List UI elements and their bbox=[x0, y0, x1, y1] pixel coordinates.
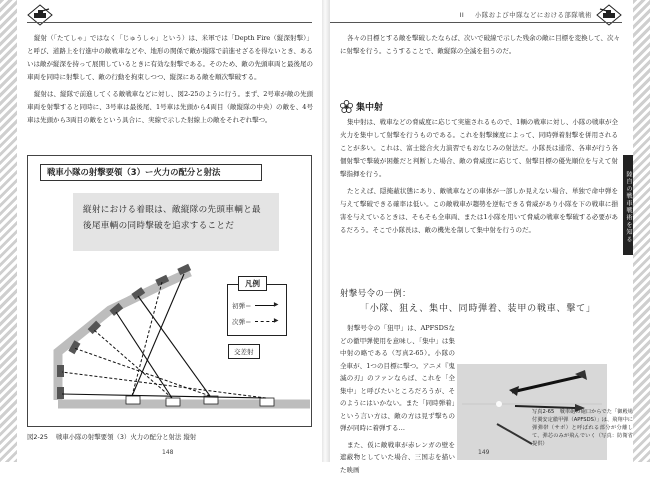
figure-callout: 縦射における着眼は、敵縦隊の先頭車輌と最後尾車輌の同時撃破を追求することだ bbox=[73, 193, 279, 251]
legend bbox=[227, 279, 287, 336]
left-page bbox=[17, 0, 322, 462]
section-heading bbox=[340, 100, 383, 113]
right-edge-pattern bbox=[633, 0, 650, 462]
section-title: 集中射 bbox=[356, 103, 384, 113]
right-intro bbox=[340, 32, 620, 62]
enemy-tank-icon bbox=[57, 365, 64, 377]
spine-gutter bbox=[322, 0, 330, 462]
left-body bbox=[27, 32, 313, 131]
left-edge-pattern bbox=[0, 0, 17, 462]
friendly-tank-icon bbox=[126, 396, 140, 404]
legend-next-round bbox=[232, 317, 279, 326]
paragraph: また、仮に敵戦車が赤レンガの壁を遮蔽物としていた場合、三国志を描いた映画 bbox=[340, 440, 455, 474]
chapter-number: II bbox=[459, 11, 465, 19]
road-path bbox=[58, 272, 190, 400]
figure-2-25 bbox=[27, 155, 312, 427]
enemy-tank-icon bbox=[57, 387, 64, 399]
right-page bbox=[330, 0, 633, 474]
paragraph: 集中射は、戦車などの脅威度に応じて実施されるもので、1輌の戦車に対し、小隊の戦車が全火力を集中して射撃を行うものである。これを射撃練度によって、同時弾着射撃を併用されることが多い。これは、富士総合火力演習でもおなじみの射法だ。小隊長は通常、各車が行う各個射撃で撃破が困難だと判断した場合、敵の脅威度に応じて、射撃目標の優先順位を与えて射撃指揮を行う。 bbox=[340, 118, 618, 178]
header-rule bbox=[330, 22, 622, 23]
solid-arrow-icon: ▶ bbox=[255, 305, 275, 306]
right-header bbox=[330, 4, 622, 28]
chapter-side-tab: 陸自の戦車戦術を知る bbox=[623, 155, 633, 255]
legend-first-label: 初弾＝ bbox=[232, 302, 252, 310]
paragraph: 縦射は、縦隊で前進してくる敵戦車などに対し、図2-25のように行う。まず、2号車が敵の先頭車両を射撃すると同時に、3号車は最後尾、1号車は先頭から4両目（敵縦隊の中央）の敵を、4号車は先頭から3両目の敵をという具合に、実線で示した射線上の敵をそれぞれ撃つ。 bbox=[27, 90, 313, 124]
fire-distribution-diagram bbox=[28, 252, 311, 426]
paragraph: 縦射（「たてしゃ」ではなく「じゅうしゃ」という）は、米軍では「Depth Fire（縦深射撃）」と呼び、道路上を行進中の敵戦車などや、地形の関係で敵が縦隊で前進せざるを得ないとき、あるいは敵が縦深を持って展開しているときに有効な射撃である。そのため、敵の先頭車両と最後尾の車両を同時に射撃して、敵の行動を拘束しつつ、縦深にある敵を順次撃破する。 bbox=[27, 34, 313, 81]
fire-command-heading: 射撃号令の一例： bbox=[340, 288, 411, 298]
figure-title: 戦車小隊の射撃要領（3）ー火力の配分と射法 bbox=[40, 164, 262, 181]
legend-first-round bbox=[232, 301, 279, 310]
paragraph: 各々の目標とする敵を撃破したならば、次いで破線で示した残余の敵に目標を変換して、次々に射撃を行う。こうすることで、敵縦隊の全滅を狙うのだ。 bbox=[340, 34, 620, 55]
right-body-2 bbox=[340, 322, 455, 480]
fire-command-example: 「小隊、狙え、集中、同時弾着、装甲の戦車、撃て」 bbox=[360, 304, 596, 314]
page-number: 148 bbox=[162, 449, 174, 456]
dashed-arrow-icon: ▶ bbox=[255, 321, 275, 322]
legend-title: 凡例 bbox=[238, 276, 267, 291]
cross-fire-label: 交差射 bbox=[228, 344, 260, 359]
figure-caption bbox=[27, 432, 196, 441]
chapter-label bbox=[460, 10, 592, 19]
header-rule bbox=[27, 22, 312, 23]
paragraph: 射撃号令の「狙甲」は、APFSDSなどの徹甲弾使用を意味し、「集中」は集中射の略である（写真2-65）。小隊の全車が、1つの目標に撃つ。アニメ『鬼滅の刃』のファンならば、これを「全集中」と呼びたいところだろうが、そのようにはいかない。また「同時弾着」という言い方は、敵の方は見ず撃ちの弾が同時に着弾する… bbox=[340, 324, 455, 432]
legend-next-label: 次弾＝ bbox=[232, 318, 252, 326]
figure-number: 図2-25 bbox=[27, 433, 48, 441]
cherry-blossom-icon bbox=[340, 100, 353, 113]
photo-caption: 写真2-65 戦車砲の砲口からでた「御殿場付翼安定徹甲弾（APFSDS）」は、飛翔中に弾弾帯（サボ）と呼ばれる部分が分離して、弾芯のみが飛んでいく（写真：防衛省提供） bbox=[532, 409, 633, 447]
page-number: 149 bbox=[478, 449, 490, 456]
right-body bbox=[340, 116, 618, 241]
chapter-title: 小隊および中隊などにおける部隊戦術 bbox=[474, 11, 592, 19]
left-header bbox=[27, 4, 312, 28]
paragraph: たとえば、隠掩蔽状態にあり、敵戦車などの車体が一部しか見えない場合、単独で命中弾を与えて撃破できる確率は低い。この敵戦車が趨勢を逆転できる脅威があり小隊を下の戦車に損害を与えているときは、そもそも全車両、または1小隊を用いて脅威の戦車を撃破する必要があるだろう。そこで小隊長は、敵の機先を制して集中射を行うのだ。 bbox=[340, 187, 618, 234]
friendly-tank-icon bbox=[260, 398, 274, 406]
friendly-tank-icon bbox=[166, 398, 180, 406]
figure-caption-text: 戦車小隊の射撃要領（3）火力の配分と射法 縦射 bbox=[55, 433, 197, 441]
